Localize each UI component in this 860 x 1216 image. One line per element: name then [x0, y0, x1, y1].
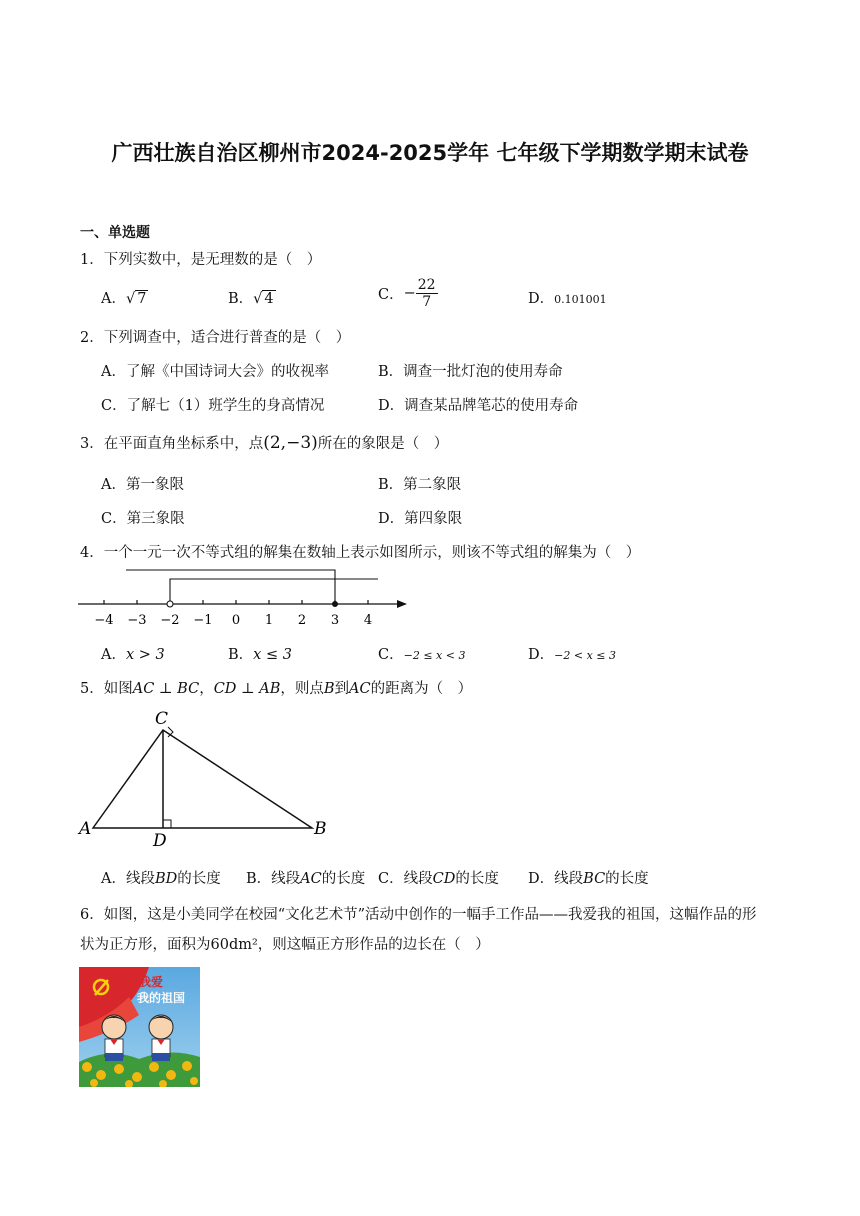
q4-option-d: D．−2 < x ≤ 3 — [528, 647, 616, 663]
tick-label: −3 — [127, 613, 147, 628]
vertex-label-b: B — [314, 819, 327, 839]
tick-label: 0 — [231, 613, 241, 628]
question-6-line-2: 状为正方形，面积为60dm²，则这幅正方形作品的边长在（ ） — [80, 937, 490, 953]
q5-option-b: B．线段AC的长度 — [246, 871, 366, 887]
tick-label: −4 — [94, 613, 114, 628]
q2-option-c: C．了解七（1）班学生的身高情况 — [101, 398, 325, 414]
tick-label: 1 — [264, 613, 274, 628]
q3-option-a: A．第一象限 — [101, 477, 184, 493]
option-label: C． — [378, 287, 404, 303]
open-point — [167, 601, 173, 607]
right-angle-mark-d — [163, 820, 171, 828]
option-label: D． — [528, 291, 555, 307]
tick-label: 4 — [363, 613, 373, 628]
closed-point — [332, 601, 338, 607]
q4-option-b: B．x ≤ 3 — [228, 647, 292, 663]
solution-ray-left — [126, 570, 335, 604]
tick-label: 2 — [297, 613, 307, 628]
section-heading: 一、单选题 — [80, 225, 150, 241]
page-title: 广西壮族自治区柳州市2024-2025学年 七年级下学期数学期末试卷 — [111, 141, 749, 165]
option-label: A． — [101, 291, 126, 307]
q2-option-b: B．调查一批灯泡的使用寿命 — [378, 364, 563, 380]
triangle-figure — [75, 705, 335, 855]
sqrt-symbol: √ 7 — [125, 291, 147, 307]
vertex-label-c: C — [155, 709, 169, 729]
tick-label: −2 — [160, 613, 180, 628]
question-5-stem: 5．如图AC ⊥ BC，CD ⊥ AB，则点B到AC的距离为（ ） — [80, 681, 473, 697]
q1-option-c: C．− $\frac{22}{7}$ — [378, 277, 436, 310]
number-line-figure — [70, 560, 420, 630]
q1-option-a — [101, 287, 148, 308]
artwork-text-1: 我爱 — [139, 975, 164, 989]
q5-option-c: C．线段CD的长度 — [378, 871, 499, 887]
q2-option-a: A．了解《中国诗词大会》的收视率 — [101, 364, 329, 380]
q5-option-d: D．线段BC的长度 — [528, 871, 649, 887]
q2-option-d: D．调查某品牌笔芯的使用寿命 — [378, 398, 579, 414]
fraction: $\frac{22}{7}$ — [417, 277, 436, 310]
sqrt-symbol: √ 4 — [253, 291, 274, 307]
triangle-abc — [93, 730, 312, 828]
tick-label: 3 — [330, 613, 340, 628]
point-label-d: D — [153, 831, 167, 851]
question-3-stem: 3．在平面直角坐标系中，点(2,−3)所在的象限是（ ） — [80, 433, 449, 453]
axis-arrow-icon — [397, 600, 407, 608]
q1-option-d: D．0.101001 — [528, 291, 607, 307]
q1-option-b — [228, 287, 276, 308]
area-value: 60dm² — [210, 937, 258, 953]
vertex-label-a: A — [79, 819, 92, 839]
point-coordinates: (2,−3) — [263, 433, 318, 453]
question-2-stem: 2．下列调查中，适合进行普查的是（ ） — [80, 330, 351, 346]
tick-label: −1 — [193, 613, 213, 628]
q4-option-a: A．x > 3 — [101, 647, 165, 663]
q3-option-c: C．第三象限 — [101, 511, 185, 527]
question-4-stem: 4．一个一元一次不等式组的解集在数轴上表示如图所示，则该不等式组的解集为（ ） — [80, 545, 641, 561]
q4-option-c: C．−2 ≤ x < 3 — [378, 647, 466, 663]
q5-option-a: A．线段BD的长度 — [101, 871, 221, 887]
q3-option-b: B．第二象限 — [378, 477, 462, 493]
option-label: B． — [228, 291, 254, 307]
question-1-stem: 1．下列实数中，是无理数的是（ ） — [80, 252, 322, 268]
artwork-text-2: 我的祖国 — [137, 991, 186, 1005]
artwork-image — [79, 967, 200, 1087]
solution-ray-right — [170, 579, 378, 604]
number-line — [78, 570, 407, 628]
q3-option-d: D．第四象限 — [378, 511, 463, 527]
question-6-line-1: 6．如图，这是小美同学在校园“文化艺术节”活动中创作的一幅手工作品——我爱我的祖国，这幅作品的形 — [80, 907, 757, 923]
